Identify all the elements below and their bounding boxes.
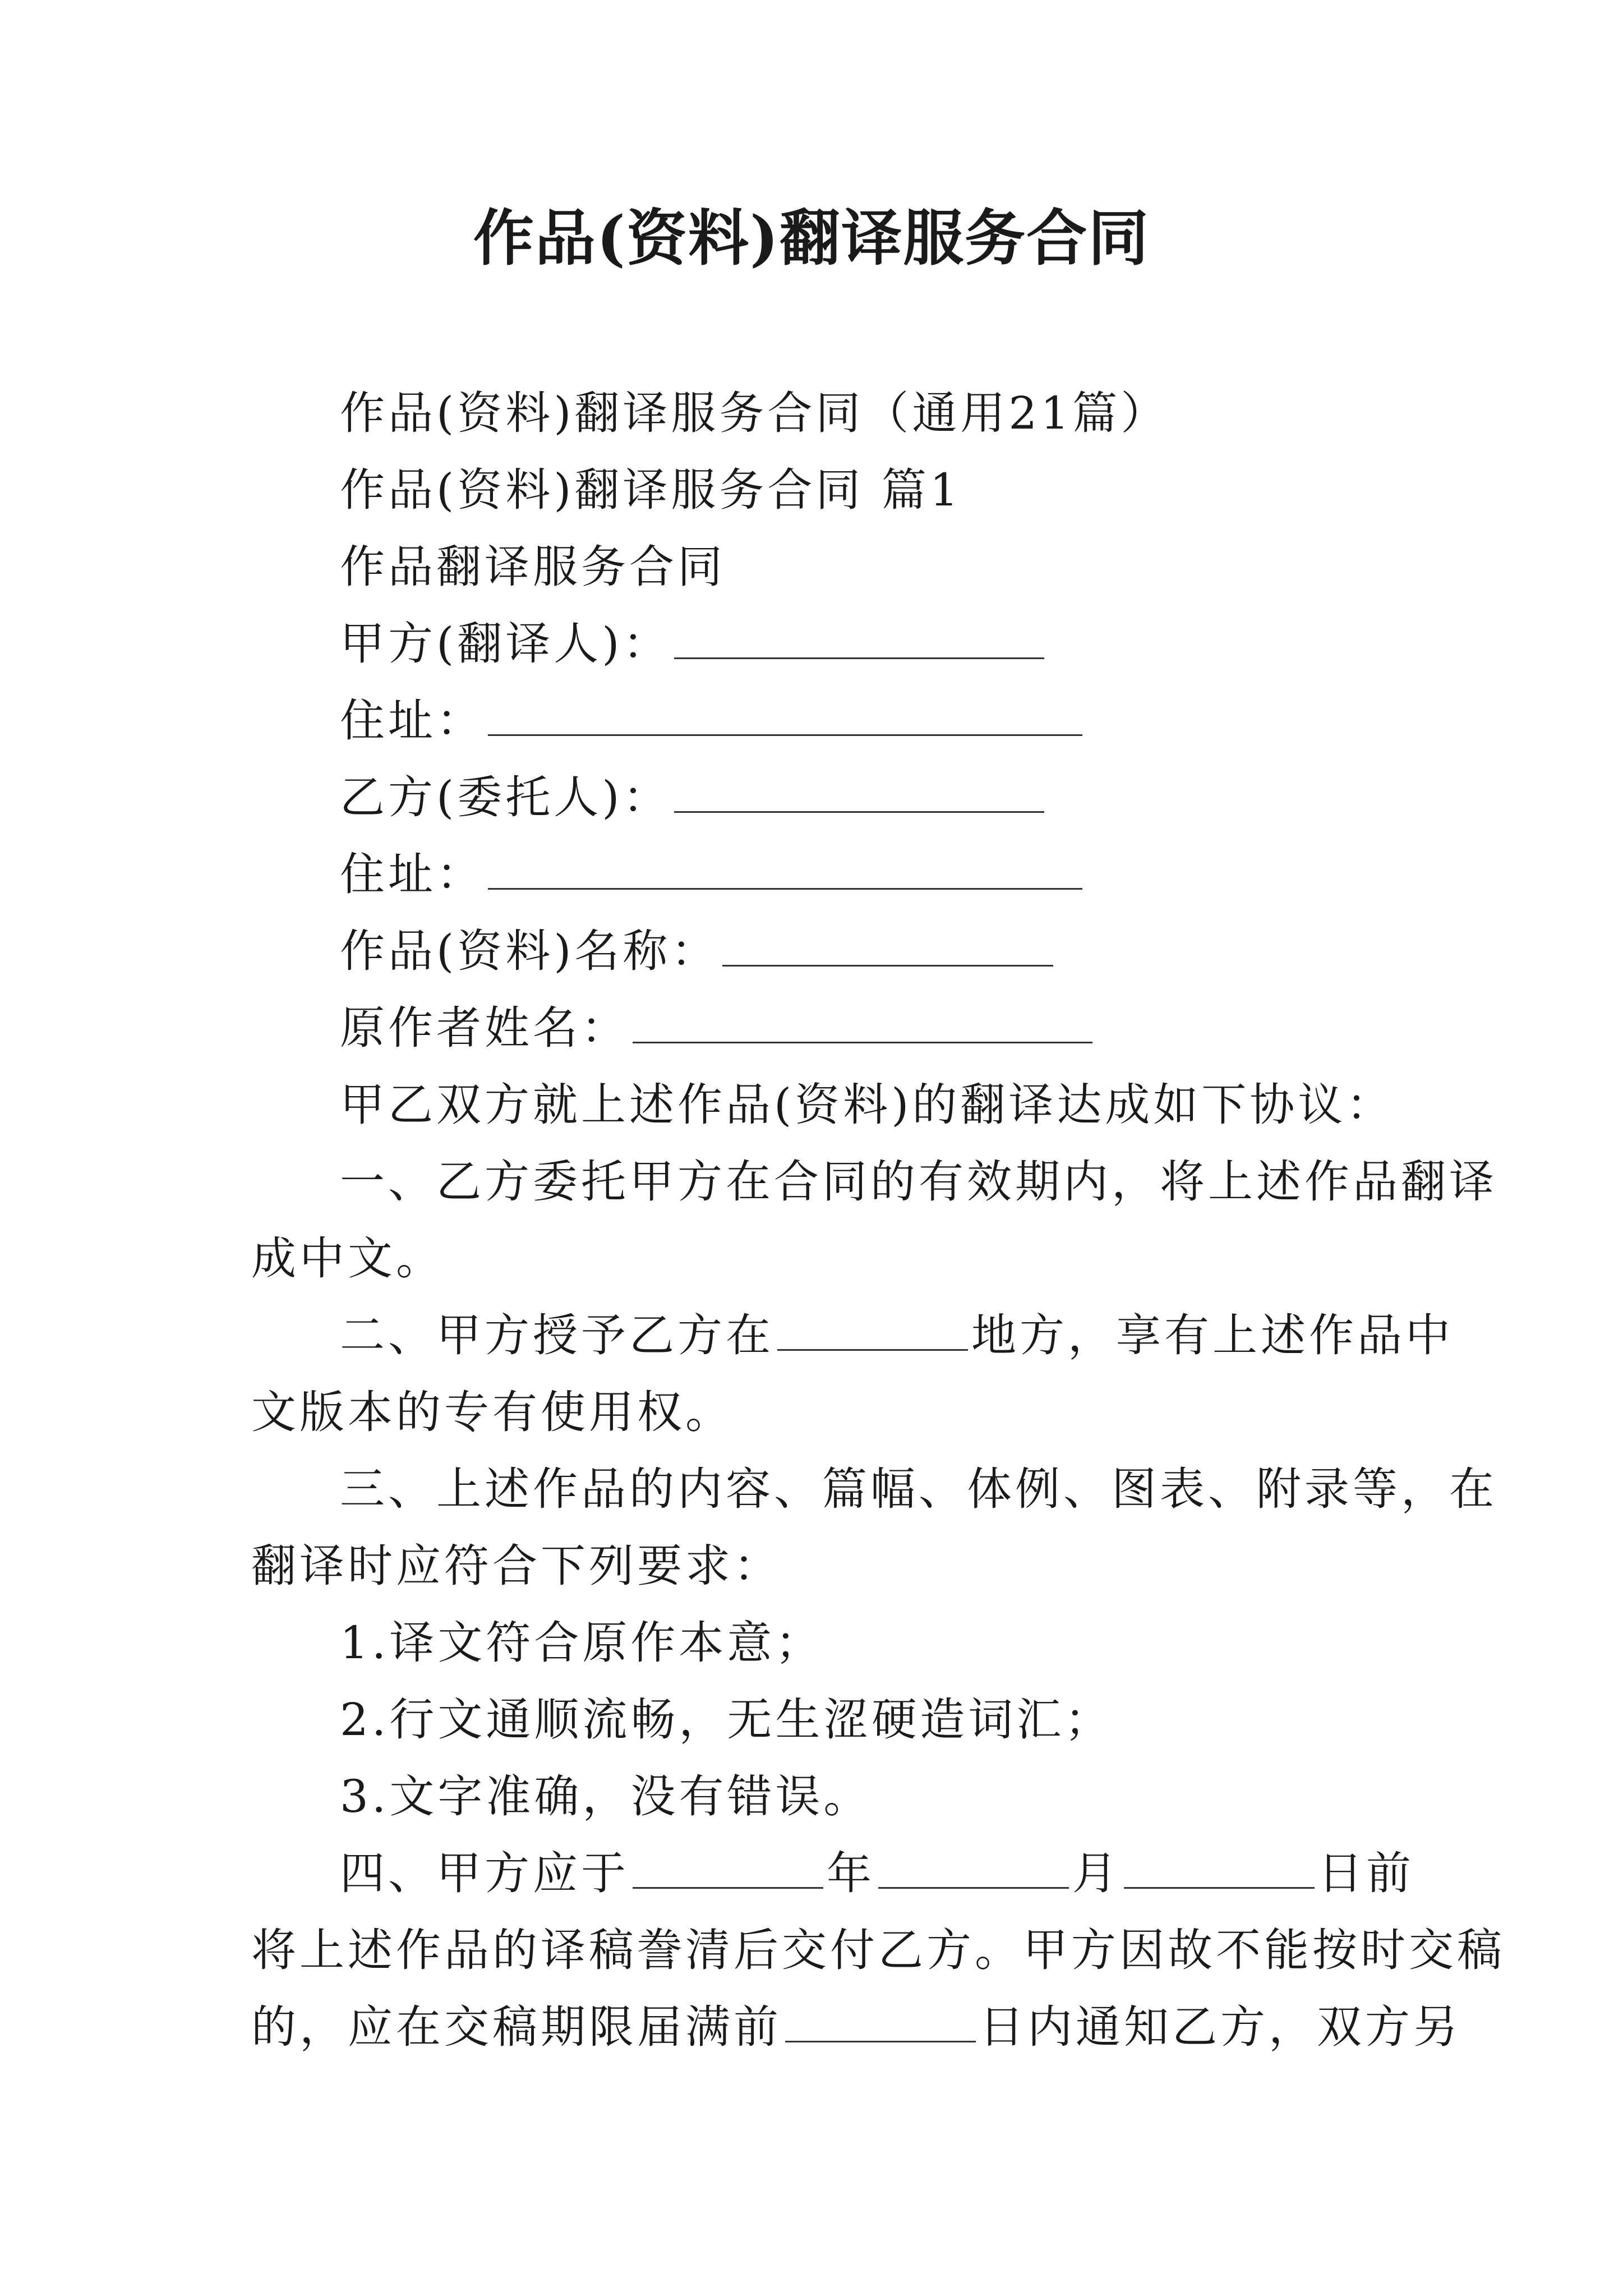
document-title: 作品(资料)翻译服务合同 (473, 203, 1150, 274)
party-b-line (251, 759, 1391, 836)
clause-4-year: 年 (827, 1847, 875, 1899)
address-b-line (251, 836, 1391, 913)
clause-2-blank (777, 1310, 968, 1351)
party-a-blank (674, 618, 1044, 659)
clause-4-notice-blank (785, 2001, 976, 2042)
clause-4-line-3 (251, 1989, 1461, 2065)
clause-4-line-1 (251, 1835, 1414, 1912)
document-body (251, 375, 1505, 2065)
clause-4-year-blank (633, 1848, 823, 1889)
clause-4-month-blank (878, 1848, 1069, 1889)
agreement-intro: 甲乙双方就上述作品(资料)的翻译达成如下协议： (340, 1079, 1395, 1131)
contract-name: 作品翻译服务合同 (340, 541, 726, 593)
clause-4-text-d: 日内通知乙方，双方另 (979, 2001, 1461, 2053)
address-b-blank (488, 849, 1082, 890)
party-b-label: 乙方(委托人)： (340, 771, 671, 823)
author-label: 原作者姓名： (340, 1002, 629, 1054)
address-a-blank (488, 695, 1082, 736)
clause-4-text-a: 四、甲方应于 (340, 1847, 629, 1899)
requirement-3: 3.文字准确，没有错误。 (340, 1770, 872, 1823)
party-a-label: 甲方(翻译人)： (340, 618, 671, 670)
author-line (251, 990, 1391, 1066)
clause-4-line-2: 将上述作品的译稿誊清后交付乙方。甲方因故不能按时交稿 (251, 1924, 1505, 1976)
address-a-label: 住址： (340, 694, 485, 747)
work-name-label: 作品(资料)名称： (340, 925, 720, 977)
requirement-2: 2.行文通顺流畅，无生涩硬造词汇； (340, 1694, 1113, 1746)
clause-1-line-2: 成中文。 (251, 1232, 444, 1285)
clause-1-line-1: 一、乙方委托甲方在合同的有效期内，将上述作品翻译 (340, 1156, 1497, 1208)
address-b-label: 住址： (340, 848, 485, 900)
clause-4-day: 日前 (1318, 1847, 1414, 1899)
work-name-line (251, 913, 1391, 990)
section-heading: 作品(资料)翻译服务合同 篇1 (340, 464, 962, 516)
subtitle: 作品(资料)翻译服务合同（通用21篇） (340, 387, 1169, 439)
work-name-blank (722, 926, 1053, 967)
clause-4-text-c: 的，应在交稿期限届满前 (251, 2001, 782, 2053)
clause-2-text-a: 二、甲方授予乙方在 (340, 1309, 774, 1361)
clause-4-day-blank (1124, 1848, 1315, 1889)
requirement-1: 1.译文符合原作本意； (340, 1617, 824, 1669)
clause-3-line-1: 三、上述作品的内容、篇幅、体例、图表、附录等，在 (340, 1463, 1497, 1515)
clause-2-line-2: 文版本的专有使用权。 (251, 1386, 734, 1438)
clause-3-line-2: 翻译时应符合下列要求： (251, 1540, 782, 1592)
clause-2-line-1 (251, 1297, 1454, 1374)
author-blank (633, 1002, 1092, 1043)
clause-4-month: 月 (1072, 1847, 1121, 1899)
clause-2-text-b: 地方，享有上述作品中 (971, 1309, 1454, 1361)
address-a-line (251, 682, 1391, 759)
party-b-blank (674, 772, 1044, 813)
party-a-line (251, 605, 1391, 682)
